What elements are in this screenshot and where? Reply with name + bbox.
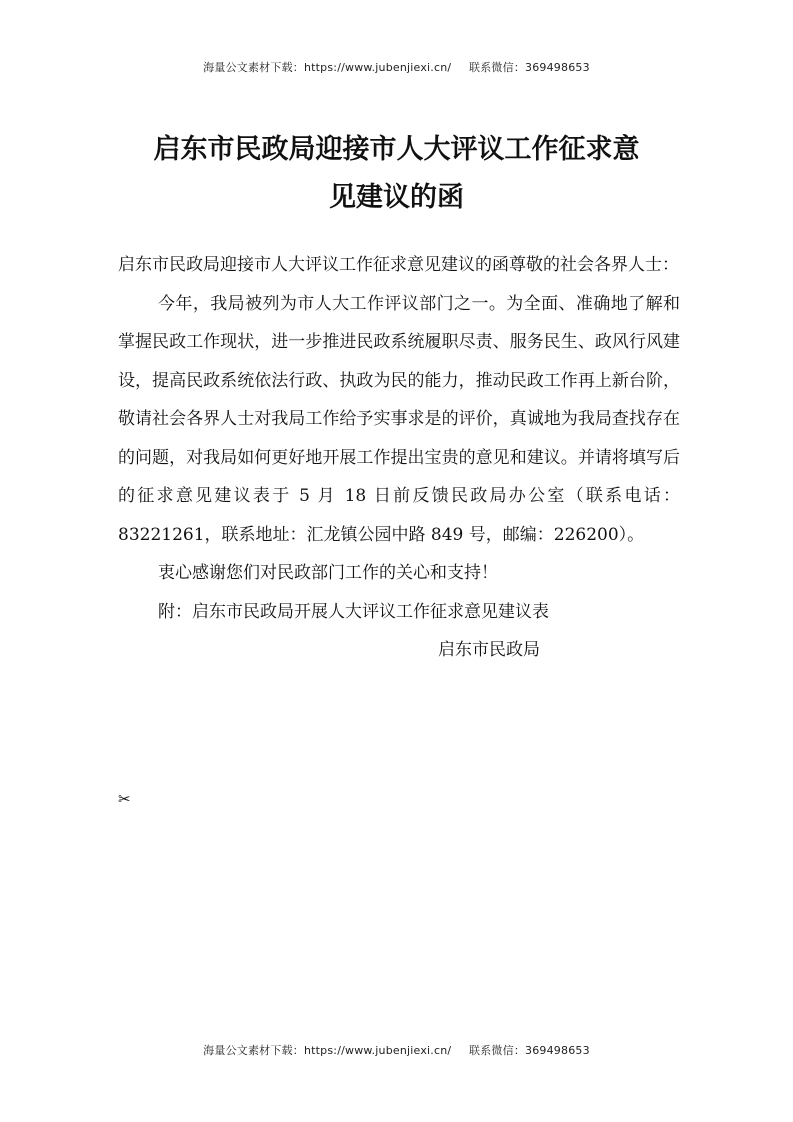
page-header [0, 59, 793, 75]
scissors-icon: ✂ [118, 790, 131, 808]
attachment-note: 附：启东市民政局开展人大评议工作征求意见建议表 [158, 601, 549, 622]
page-footer [0, 1042, 793, 1058]
title-line-2: 见建议的函 [329, 182, 464, 213]
header-wechat-text: 联系微信：369498653 [469, 61, 590, 74]
salutation: 启东市民政局迎接市人大评议工作征求意见建议的函尊敬的社会各界人士： [118, 255, 679, 275]
footer-download-text: 海量公文素材下载：https://www.jubenjiexi.cn/ [203, 1044, 452, 1057]
title-line-1: 启东市民政局迎接市人大评议工作征求意 [153, 134, 640, 165]
header-download-text: 海量公文素材下载：https://www.jubenjiexi.cn/ [203, 61, 452, 74]
paragraph-thanks: 衷心感谢您们对民政部门工作的关心和支持！ [158, 563, 498, 583]
document-title [100, 126, 693, 222]
footer-wechat-text: 联系微信：369498653 [469, 1044, 590, 1057]
signature: 启东市民政局 [438, 640, 540, 660]
document-body [118, 246, 680, 670]
paragraph-main: 今年，我局被列为市人大工作评议部门之一。为全面、准确地了解和掌握民政工作现状，进一步推进民政系统履职尽责、服务民生、政风行风建设，提高民政系统依法行政、执政为民的能力，推动民政工作再上新台阶，敬请社会各界人士对我局工作给予实事求是的评价，真诚地为我局查找存在的问题，对我局如何更好地开展工作提出宝贵的意见和建议。并请将填写后的征求意见建议表于 5 月 18 日前反馈民政局办公室（联系电话：83221261，联系地址：汇龙镇公园中路 849 号，邮编：226200）。 [118, 293, 680, 545]
